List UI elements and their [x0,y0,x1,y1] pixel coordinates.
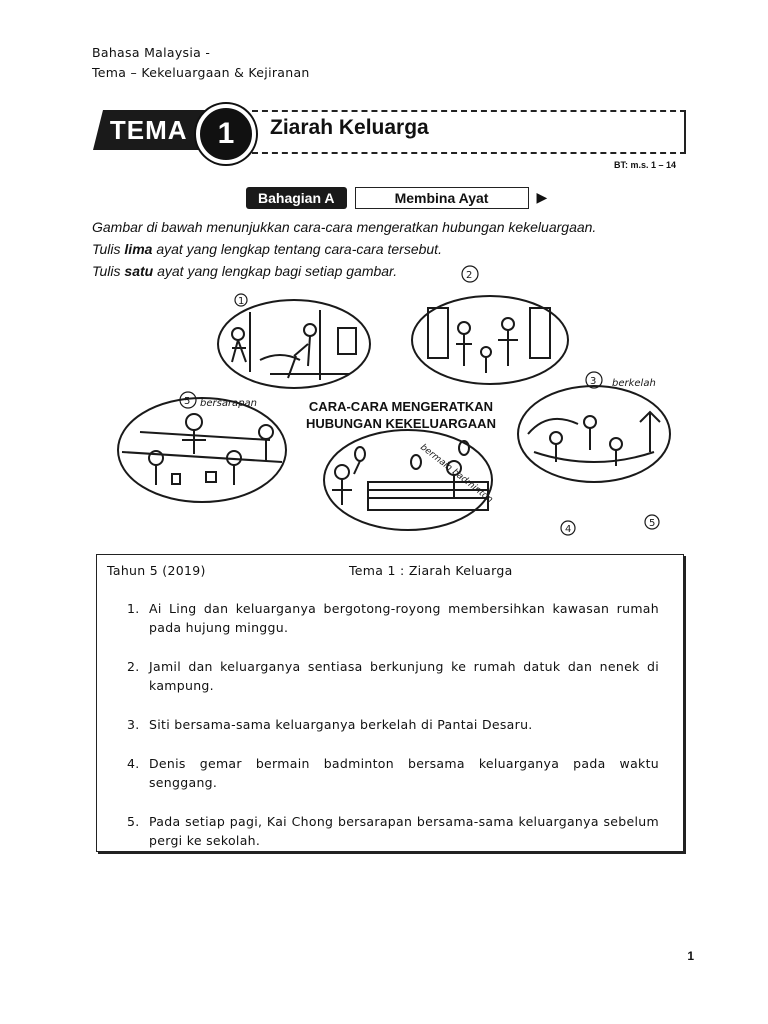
illustration-center-title: CARA-CARA MENGERATKAN HUBUNGAN KEKELUARGAAN [306,399,496,431]
section-label: Bahagian A [246,187,347,209]
document-header [92,43,310,83]
section-bar [246,186,547,210]
note-badminton: bermain badminton [418,442,495,506]
triangle-arrow-icon: ▶ [536,190,548,206]
answer-year: Tahun 5 (2019) [107,563,206,578]
list-item: 5. Pada setiap pagi, Kai Chong bersarapan bersama-sama keluarganya sebelum pergi ke sekolah. [127,814,659,848]
marker-2-label: 2 [466,270,473,281]
instruction-line-3: Tulis satu ayat yang lengkap bagi setiap gambar. [92,263,398,279]
list-item: 2. Jamil dan keluarganya sentiasa berkunjung ke rumah datuk dan nenek di kampung. [127,659,659,693]
marker-3-label: 3 [590,376,597,387]
tema-banner [92,100,688,180]
marker-5-right-label: 5 [649,518,656,529]
bt-reference: BT: m.s. 1 – 14 [613,160,676,170]
tema-badge: TEMA [93,110,243,150]
section-title: Membina Ayat [355,187,529,209]
list-item: 1. Ai Ling dan keluarganya bergotong-royong membersihkan kawasan rumah pada hujung minggu. [127,601,659,635]
note-bersarapan: bersarapan [200,398,258,409]
header-theme: Tema – Kekeluargaan & Kejiranan [92,65,310,80]
list-item: 4. Denis gemar bermain badminton bersama keluarganya pada waktu senggang. [127,756,659,790]
note-berkelah: berkelah [612,378,656,389]
answer-tema: Tema 1 : Ziarah Keluarga [349,563,513,578]
banner-title-strip [252,110,686,170]
scene-visiting [412,296,568,384]
answer-box [96,554,684,852]
scene-breakfast [118,398,286,502]
header-subject: Bahasa Malaysia - [92,45,211,60]
instruction-line-2: Tulis lima ayat yang lengkap tentang cara-cara tersebut. [92,241,442,257]
instructions [92,216,596,282]
list-item: 3. Siti bersama-sama keluarganya berkelah di Pantai Desaru. [127,717,533,732]
marker-4-label: 4 [565,524,572,535]
banner-title: Ziarah Keluarga [270,116,429,139]
scene-picnic [518,386,670,482]
answer-list [127,599,659,870]
scene-cleaning [218,300,370,388]
marker-1-label: 1 [238,296,245,307]
marker-5-left-label: 5 [184,396,191,407]
instruction-line-1: Gambar di bawah menunjukkan cara-cara mengeratkan hubungan kekeluargaan. [92,219,597,235]
page-number: 1 [687,949,694,963]
tema-number-circle: 1 [196,104,256,164]
